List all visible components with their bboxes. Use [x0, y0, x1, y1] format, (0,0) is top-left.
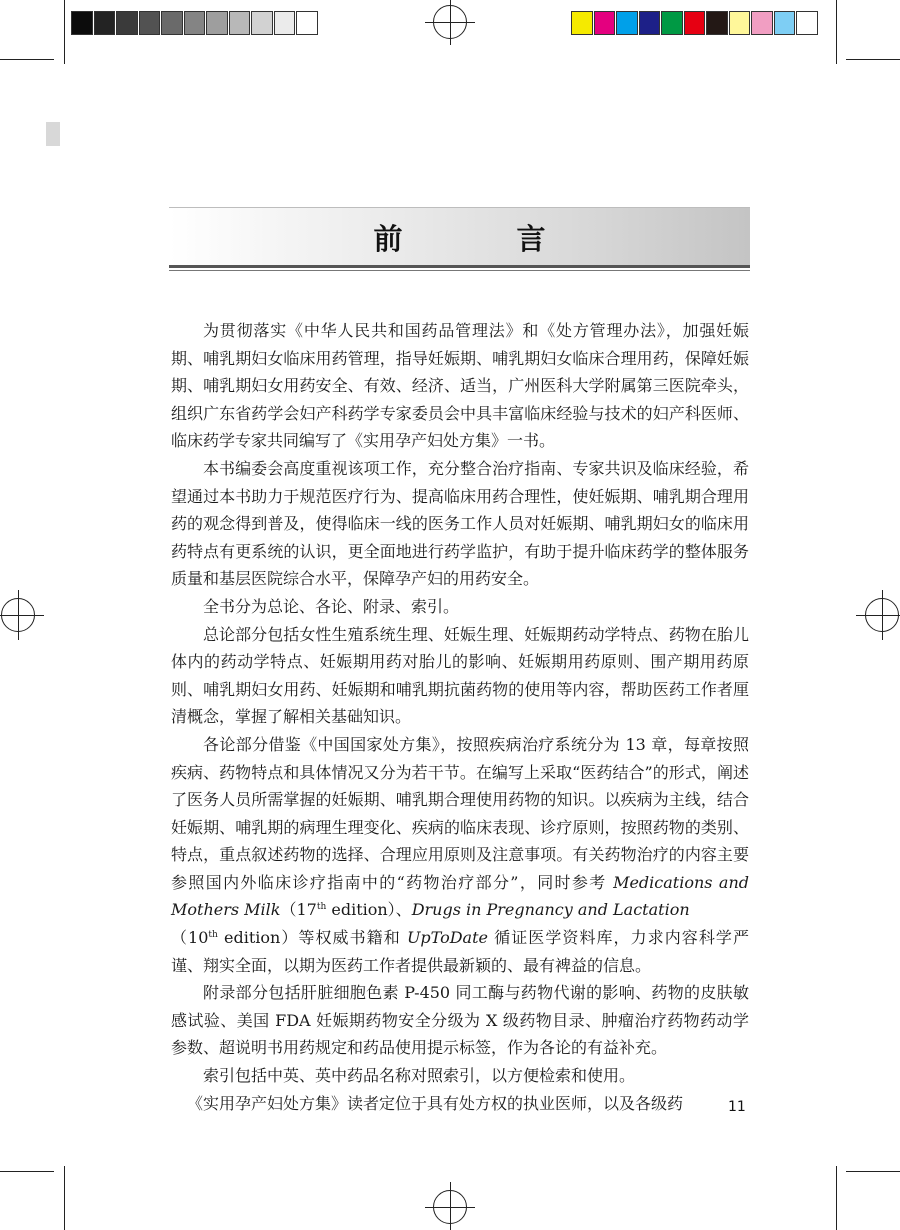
grayscale-calibration-bar [71, 11, 319, 35]
paragraph: 《实用孕产妇处方集》读者定位于具有处方权的执业医师，以及各级药 [187, 1093, 684, 1113]
crop-mark [64, 0, 65, 64]
calibration-swatch [796, 11, 818, 35]
paragraph [171, 731, 749, 979]
paragraph-text: 循证医学资料库，力求内容科学严谨、翔实全面，以期为医药工作者提供最新颖的、最有裨益的信息。 [171, 928, 749, 975]
book-title: Medications and Mothers Milk [171, 872, 749, 920]
color-calibration-bar [571, 11, 819, 35]
paragraph-text: 各论部分借鉴《中国国家处方集》，按照疾病治疗系统分为 13 章，每章按照疾病、药物特点和具体情况又分为若干节。在编写上采取“医药结合”的形式，阐述了医务人员所需掌握的妊娠期、哺乳期合理使用药物的知识。以疾病为主线，结合妊娠期、哺乳期的病理生理变化、疾病的临床表现、诊疗原则，按照药物的类别、特点，重点叙述药物的选择、合理应用原则及注意事项。有关药物治疗的内容主要参照国内外临床诊疗指南中的“药物治疗部分”，同时参考 [171, 734, 749, 892]
calibration-swatch [116, 11, 138, 35]
title-band [169, 207, 750, 266]
paragraph: 全书分为总论、各论、附录、索引。 [203, 596, 460, 616]
calibration-swatch [639, 11, 661, 35]
edition-text: （17 [280, 900, 317, 920]
preface-body [171, 317, 749, 1117]
crop-mark [836, 1166, 837, 1230]
calibration-swatch [139, 11, 161, 35]
calibration-swatch [684, 11, 706, 35]
calibration-swatch [161, 11, 183, 35]
edition-superscript: th [316, 902, 327, 913]
calibration-swatch [251, 11, 273, 35]
calibration-swatch [274, 11, 296, 35]
page-title: 前 言 [373, 221, 598, 256]
crop-mark [0, 1171, 54, 1172]
title-rule [169, 270, 750, 271]
calibration-swatch [571, 11, 593, 35]
calibration-swatch [729, 11, 751, 35]
crop-mark [846, 59, 900, 60]
calibration-swatch [594, 11, 616, 35]
calibration-swatch [661, 11, 683, 35]
paragraph: 索引包括中英、英中药品名称对照索引，以方便检索和使用。 [203, 1066, 636, 1086]
calibration-swatch [774, 11, 796, 35]
paragraph: 总论部分包括女性生殖系统生理、妊娠生理、妊娠期药动学特点、药物在胎儿体内的药动学特点、妊娠期用药对胎儿的影响、妊娠期用药原则、围产期用药原则、哺乳期妇女用药、妊娠期和哺乳期抗菌药物的使用等内容，帮助医药工作者厘清概念，掌握了解相关基础知识。 [171, 624, 749, 727]
paragraph: 附录部分包括肝脏细胞色素 P-450 同工酶与药物代谢的影响、药物的皮肤敏感试验、美国 FDA 妊娠期药物安全分级为 X 级药物目录、肿瘤治疗药物药动学参数、超说明书用药规定和药品使用提示标签，作为各论的有益补充。 [171, 983, 749, 1058]
title-rule [169, 265, 750, 268]
calibration-swatch [206, 11, 228, 35]
calibration-swatch [706, 11, 728, 35]
crop-mark [0, 59, 54, 60]
paragraph: 为贯彻落实《中华人民共和国药品管理法》和《处方管理办法》，加强妊娠期、哺乳期妇女临床用药管理，指导妊娠期、哺乳期妇女临床合理用药，保障妊娠期、哺乳期妇女用药安全、有效、经济、适当，广州医科大学附属第三医院牵头，组织广东省药学会妇产科药学专家委员会中具丰富临床经验与技术的妇产科医师、临床药学专家共同编写了《实用孕产妇处方集》一书。 [171, 321, 749, 451]
calibration-swatch [229, 11, 251, 35]
crop-mark [64, 1166, 65, 1230]
calibration-swatch [296, 11, 318, 35]
edition-text: edition）、 [326, 900, 412, 920]
edition-superscript: th [208, 930, 218, 941]
crop-mark [846, 1171, 900, 1172]
paragraph: 本书编委会高度重视该项工作，充分整合治疗指南、专家共识及临床经验，希望通过本书助力于规范医疗行为、提高临床用药合理性，使妊娠期、哺乳期合理用药的观念得到普及，使得临床一线的医务工作人员对妊娠期、哺乳期妇女的临床用药特点有更系统的认识，更全面地进行药学监护，有助于提升临床药学的整体服务质量和基层医院综合水平，保障孕产妇的用药安全。 [171, 458, 749, 589]
database-name: UpToDate [406, 928, 488, 948]
page-number: 11 [728, 1099, 746, 1115]
book-title: Drugs in Pregnancy and Lactation [411, 900, 690, 920]
edition-text: edition）等权威书籍和 [217, 928, 407, 948]
calibration-swatch [616, 11, 638, 35]
crop-mark [836, 0, 837, 64]
calibration-swatch [71, 11, 93, 35]
calibration-swatch [184, 11, 206, 35]
side-tab-marker [46, 122, 60, 146]
calibration-swatch [751, 11, 773, 35]
calibration-swatch [94, 11, 116, 35]
edition-text: （10 [171, 928, 209, 948]
